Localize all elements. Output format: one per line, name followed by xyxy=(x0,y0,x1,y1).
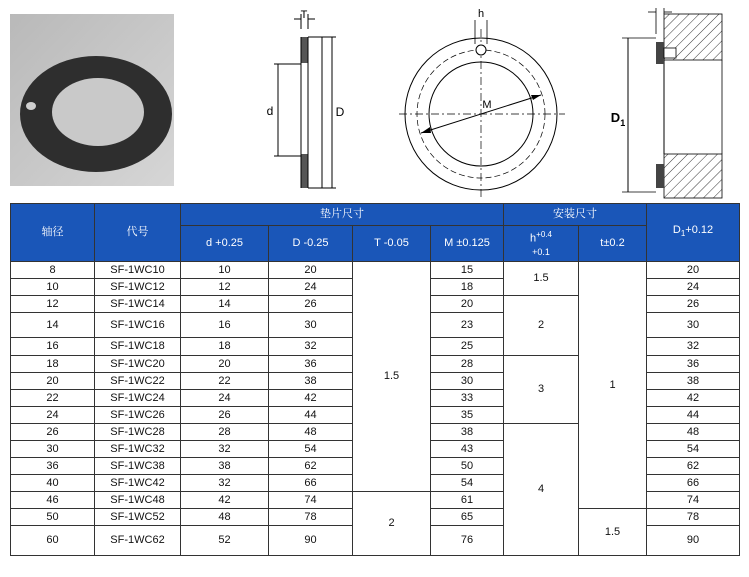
table-row xyxy=(11,262,740,279)
header-shaft: 轴径 xyxy=(11,204,95,262)
cell-D: 48 xyxy=(269,424,353,441)
table-header-row-1 xyxy=(11,204,740,226)
cell-D1: 42 xyxy=(647,390,740,407)
cell-code: SF-1WC10 xyxy=(95,262,181,279)
cell-M: 61 xyxy=(431,492,504,509)
cell-d: 24 xyxy=(181,390,269,407)
cell-D1: 66 xyxy=(647,475,740,492)
cell-code: SF-1WC18 xyxy=(95,338,181,356)
cell-code: SF-1WC12 xyxy=(95,279,181,296)
cell-M: 38 xyxy=(431,424,504,441)
cell-M: 30 xyxy=(431,373,504,390)
cell-D1: 48 xyxy=(647,424,740,441)
header-d: d +0.25 xyxy=(181,226,269,262)
cell-D1: 62 xyxy=(647,458,740,475)
cell-D1: 32 xyxy=(647,338,740,356)
cell-D1: 44 xyxy=(647,407,740,424)
cell-d: 38 xyxy=(181,458,269,475)
cell-D1: 78 xyxy=(647,509,740,526)
cell-d: 26 xyxy=(181,407,269,424)
cell-D1: 90 xyxy=(647,526,740,556)
cell-code: SF-1WC20 xyxy=(95,356,181,373)
cell-M: 43 xyxy=(431,441,504,458)
cell-D: 54 xyxy=(269,441,353,458)
cell-D: 36 xyxy=(269,356,353,373)
cell-shaft: 36 xyxy=(11,458,95,475)
cell-code: SF-1WC16 xyxy=(95,313,181,338)
cell-d: 14 xyxy=(181,296,269,313)
cell-D: 26 xyxy=(269,296,353,313)
cell-D1: 30 xyxy=(647,313,740,338)
cell-T-merged: 2 xyxy=(353,492,431,556)
cell-t-merged: 1.5 xyxy=(579,509,647,556)
cell-D: 74 xyxy=(269,492,353,509)
cell-d: 42 xyxy=(181,492,269,509)
cell-shaft: 26 xyxy=(11,424,95,441)
cell-T-merged: 1.5 xyxy=(353,262,431,492)
cell-D: 66 xyxy=(269,475,353,492)
cell-shaft: 8 xyxy=(11,262,95,279)
cell-code: SF-1WC14 xyxy=(95,296,181,313)
cell-code: SF-1WC26 xyxy=(95,407,181,424)
cell-d: 10 xyxy=(181,262,269,279)
cell-D: 38 xyxy=(269,373,353,390)
cell-h-merged: 3 xyxy=(504,356,579,424)
cell-shaft: 46 xyxy=(11,492,95,509)
cell-D: 78 xyxy=(269,509,353,526)
spec-table xyxy=(10,203,740,556)
cell-D: 24 xyxy=(269,279,353,296)
header-gasket-dimensions: 垫片尺寸 xyxy=(181,204,504,226)
cell-shaft: 60 xyxy=(11,526,95,556)
cell-M: 50 xyxy=(431,458,504,475)
cell-d: 28 xyxy=(181,424,269,441)
dim-label-D: D xyxy=(335,105,345,119)
cell-D: 90 xyxy=(269,526,353,556)
cell-t-merged: 1 xyxy=(579,262,647,509)
installation-drawing xyxy=(600,4,730,200)
cell-code: SF-1WC62 xyxy=(95,526,181,556)
dim-label-D1: $D_1$ xyxy=(610,110,626,128)
cell-shaft: 20 xyxy=(11,373,95,390)
cell-d: 22 xyxy=(181,373,269,390)
header-t: t±0.2 xyxy=(579,226,647,262)
cell-M: 76 xyxy=(431,526,504,556)
cell-shaft: 16 xyxy=(11,338,95,356)
cell-code: SF-1WC38 xyxy=(95,458,181,475)
cell-shaft: 40 xyxy=(11,475,95,492)
cell-D1: 24 xyxy=(647,279,740,296)
cell-D1: 20 xyxy=(647,262,740,279)
dim-label-d: d xyxy=(266,104,274,118)
cell-code: SF-1WC42 xyxy=(95,475,181,492)
cell-M: 33 xyxy=(431,390,504,407)
cell-M: 28 xyxy=(431,356,504,373)
cell-D: 20 xyxy=(269,262,353,279)
header-install-dimensions: 安装尺寸 xyxy=(504,204,647,226)
header-h: $h^{+0.4}$ +0.1 xyxy=(504,226,579,262)
cell-d: 32 xyxy=(181,441,269,458)
cell-d: 32 xyxy=(181,475,269,492)
cell-d: 48 xyxy=(181,509,269,526)
cell-code: SF-1WC28 xyxy=(95,424,181,441)
cell-M: 20 xyxy=(431,296,504,313)
cell-M: 15 xyxy=(431,262,504,279)
cell-D1: 38 xyxy=(647,373,740,390)
cell-D1: 74 xyxy=(647,492,740,509)
cell-shaft: 24 xyxy=(11,407,95,424)
cell-d: 52 xyxy=(181,526,269,556)
cell-h-merged: 1.5 xyxy=(504,262,579,296)
cell-D: 30 xyxy=(269,313,353,338)
cell-D1: 26 xyxy=(647,296,740,313)
product-photo xyxy=(10,14,174,186)
cell-code: SF-1WC52 xyxy=(95,509,181,526)
cell-shaft: 22 xyxy=(11,390,95,407)
cell-d: 16 xyxy=(181,313,269,338)
header-T: T -0.05 xyxy=(353,226,431,262)
cell-D: 42 xyxy=(269,390,353,407)
cell-D: 32 xyxy=(269,338,353,356)
header-D: D -0.25 xyxy=(269,226,353,262)
cell-D: 62 xyxy=(269,458,353,475)
header-D1: $D_1+0.12$ xyxy=(647,204,740,262)
cell-d: 20 xyxy=(181,356,269,373)
dim-label-M: M xyxy=(482,99,492,111)
washer-photo-image xyxy=(10,14,174,186)
side-section-drawing xyxy=(258,4,378,200)
cell-M: 54 xyxy=(431,475,504,492)
dim-label-T: T xyxy=(300,9,308,21)
cell-D1: 54 xyxy=(647,441,740,458)
cell-shaft: 30 xyxy=(11,441,95,458)
cell-h-merged: 4 xyxy=(504,424,579,556)
cell-M: 25 xyxy=(431,338,504,356)
cell-shaft: 50 xyxy=(11,509,95,526)
cell-D: 44 xyxy=(269,407,353,424)
cell-D1: 36 xyxy=(647,356,740,373)
cell-shaft: 12 xyxy=(11,296,95,313)
cell-M: 23 xyxy=(431,313,504,338)
dim-label-h: h xyxy=(477,8,485,20)
cell-d: 12 xyxy=(181,279,269,296)
cell-shaft: 18 xyxy=(11,356,95,373)
cell-h-merged: 2 xyxy=(504,296,579,356)
cell-shaft: 14 xyxy=(11,313,95,338)
cell-M: 35 xyxy=(431,407,504,424)
header-M: M ±0.125 xyxy=(431,226,504,262)
cell-shaft: 10 xyxy=(11,279,95,296)
header-code: 代号 xyxy=(95,204,181,262)
cell-code: SF-1WC24 xyxy=(95,390,181,407)
cell-code: SF-1WC48 xyxy=(95,492,181,509)
cell-M: 18 xyxy=(431,279,504,296)
front-view-drawing xyxy=(395,4,571,200)
cell-code: SF-1WC32 xyxy=(95,441,181,458)
cell-d: 18 xyxy=(181,338,269,356)
cell-M: 65 xyxy=(431,509,504,526)
cell-code: SF-1WC22 xyxy=(95,373,181,390)
